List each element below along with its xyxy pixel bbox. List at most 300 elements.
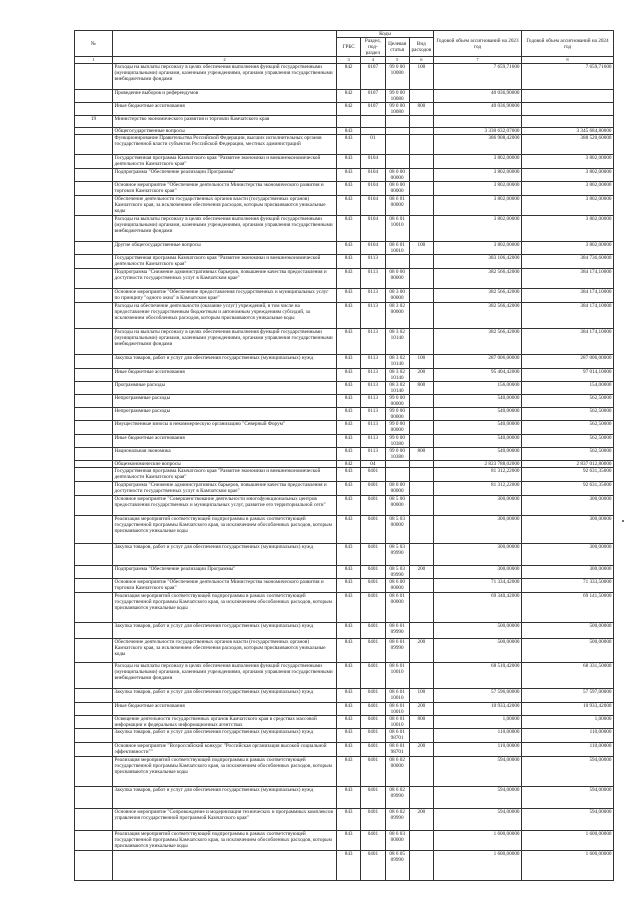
col-index: 1 <box>75 57 113 64</box>
row-razdel-cell: 0107 <box>361 103 385 116</box>
row-number-cell <box>75 566 113 579</box>
col-header-2023: Годовой объем ассигнований на 2023 год <box>434 31 522 57</box>
row-2023-cell: 382 566,42000 <box>434 329 522 355</box>
row-vid-cell <box>409 135 433 155</box>
row-cs-cell: 08 3 02 10140 <box>385 355 409 369</box>
row-number-cell <box>75 435 113 448</box>
row-2024-cell: 1,00000 <box>522 716 614 729</box>
row-2024-cell <box>522 90 614 103</box>
row-grbs-cell: 843 <box>337 716 361 729</box>
row-2023-cell: 1 600,00000 <box>434 831 522 851</box>
row-2024-cell: 500,00000 <box>522 639 614 663</box>
row-cs-cell <box>385 461 409 468</box>
row-cs-cell: 08 6 02 09990 <box>385 787 409 809</box>
row-grbs-cell: 843 <box>337 689 361 703</box>
table-row <box>75 435 614 448</box>
row-number-cell <box>75 90 113 103</box>
table-row <box>75 516 614 544</box>
row-2023-cell: 3 802,00000 <box>434 242 522 255</box>
row-razdel-cell: 0104 <box>361 216 385 242</box>
row-number-cell <box>75 496 113 516</box>
row-vid-cell <box>409 831 433 851</box>
row-2024-cell: 10 933,42000 <box>522 703 614 716</box>
row-razdel-cell: 0113 <box>361 329 385 355</box>
row-2023-cell: 71 334,42000 <box>434 579 522 593</box>
row-grbs-cell: 843 <box>337 382 361 395</box>
row-grbs-cell: 843 <box>337 216 361 242</box>
row-grbs-cell: 843 <box>337 639 361 663</box>
row-razdel-cell <box>361 128 385 135</box>
row-name-cell: Программные расходы <box>113 382 337 395</box>
row-number-cell <box>75 329 113 355</box>
row-cs-cell: 08 6 05 09990 <box>385 851 409 881</box>
row-razdel-cell: 0401 <box>361 468 385 482</box>
row-2024-cell: 68 331,50000 <box>522 663 614 689</box>
row-name-cell: Закупка товаров, работ и услуг для обеспечения государственных (муниципальных) нужд <box>113 544 337 566</box>
row-2024-cell <box>522 103 614 116</box>
row-number-cell <box>75 703 113 716</box>
table-row <box>75 716 614 729</box>
row-2023-cell: 540,00000 <box>434 395 522 408</box>
row-2023-cell: 69 340,42000 <box>434 593 522 623</box>
row-cs-cell: 08 6 01 10010 <box>385 703 409 716</box>
row-name-cell: Проведение выборов и референдумов <box>113 90 337 103</box>
row-number-cell <box>75 303 113 329</box>
row-2023-cell: 110,00000 <box>434 729 522 743</box>
row-cs-cell <box>385 128 409 135</box>
row-razdel-cell: 0113 <box>361 435 385 448</box>
row-2024-cell: 97 014,10000 <box>522 369 614 382</box>
row-razdel-cell: 0401 <box>361 544 385 566</box>
row-2024-cell: 562,50000 <box>522 421 614 435</box>
row-number-cell <box>75 369 113 382</box>
row-name-cell: Реализация мероприятий соответствующей подпрограммы в рамках соответствующей государственной программы Камчатского края, за исключением обособленных расходов, которым присваиваются уникальные коды <box>113 516 337 544</box>
budget-table <box>74 30 614 881</box>
row-2023-cell: 3 330 632,07000 <box>434 128 522 135</box>
row-name-cell: Другие общегосударственные вопросы <box>113 242 337 255</box>
row-name-cell: Общегосударственные вопросы <box>113 128 337 135</box>
row-razdel-cell: 04 <box>361 461 385 468</box>
row-cs-cell: 08 3 02 10140 <box>385 382 409 395</box>
row-razdel-cell: 0401 <box>361 743 385 757</box>
table-row <box>75 787 614 809</box>
row-cs-cell: 99 0 00 10080 <box>385 64 409 90</box>
row-2024-cell: 57 597,00000 <box>522 689 614 703</box>
row-razdel-cell: 0401 <box>361 593 385 623</box>
table-row <box>75 116 614 128</box>
row-name-cell: Реализация мероприятий соответствующей подпрограммы в рамках соответствующей государственной программы Камчатского края, за исключением обособленных расходов, которым присваиваются уникальные коды <box>113 831 337 851</box>
row-razdel-cell: 0113 <box>361 255 385 269</box>
row-vid-cell <box>409 663 433 689</box>
row-number-cell <box>75 395 113 408</box>
row-number-cell <box>75 544 113 566</box>
table-row <box>75 369 614 382</box>
row-grbs-cell: 842 <box>337 461 361 468</box>
table-row <box>75 408 614 421</box>
row-grbs-cell: 843 <box>337 329 361 355</box>
row-razdel-cell: 0113 <box>361 369 385 382</box>
col-index: 3 <box>337 57 361 64</box>
row-name-cell: Общеэкономические вопросы <box>113 461 337 468</box>
row-name-cell: Основное мероприятие "Всероссийский конкурс "Российская организация высокой социальной эффективности"" <box>113 743 337 757</box>
row-2024-cell: 384 174,10000 <box>522 329 614 355</box>
row-2024-cell: 384 174,10000 <box>522 269 614 289</box>
row-vid-cell <box>409 255 433 269</box>
row-grbs-cell: 843 <box>337 516 361 544</box>
table-row <box>75 496 614 516</box>
table-row <box>75 468 614 482</box>
row-number-cell <box>75 128 113 135</box>
row-number-cell <box>75 169 113 182</box>
row-2024-cell: 594,00000 <box>522 787 614 809</box>
row-razdel-cell: 0401 <box>361 579 385 593</box>
table-row <box>75 135 614 155</box>
row-name-cell: Расходы на выплаты персоналу в целях обеспечения выполнения функций государственными (муниципальными) органами, казенными учреждениями, органами управления государственными внебюджетными фондами <box>113 329 337 355</box>
col-index: 6 <box>409 57 433 64</box>
row-razdel-cell: 0401 <box>361 496 385 516</box>
row-vid-cell <box>409 196 433 216</box>
row-2023-cell: 40 036,90000 <box>434 103 522 116</box>
row-2023-cell: 594,00000 <box>434 787 522 809</box>
row-grbs-cell: 843 <box>337 809 361 831</box>
row-vid-cell: 200 <box>409 639 433 663</box>
row-razdel-cell: 0107 <box>361 64 385 90</box>
row-cs-cell <box>385 155 409 169</box>
row-2024-cell: 69 141,50000 <box>522 593 614 623</box>
row-vid-cell <box>409 421 433 435</box>
row-grbs-cell: 843 <box>337 303 361 329</box>
row-razdel-cell: 0401 <box>361 851 385 881</box>
row-cs-cell: 99 0 00 10080 <box>385 103 409 116</box>
row-vid-cell <box>409 216 433 242</box>
row-cs-cell: 08 6 01 10010 <box>385 716 409 729</box>
row-razdel-cell: 0107 <box>361 90 385 103</box>
row-2024-cell: 1 600,00000 <box>522 831 614 851</box>
col-index: 4 <box>361 57 385 64</box>
row-cs-cell: 08 6 00 00000 <box>385 182 409 196</box>
row-cs-cell: 08 5 03 09990 <box>385 566 409 579</box>
row-cs-cell: 08 6 02 09990 <box>385 809 409 831</box>
row-2023-cell: 7 659,71600 <box>434 64 522 90</box>
row-number-cell <box>75 468 113 482</box>
table-row <box>75 639 614 663</box>
row-razdel-cell: 0113 <box>361 355 385 369</box>
table-row <box>75 703 614 716</box>
row-razdel-cell: 0401 <box>361 787 385 809</box>
margin-dot <box>622 520 624 522</box>
row-name-cell: Государственная программа Камчатского края "Развитие экономики и внешнеэкономической деятельности Камчатского края" <box>113 468 337 482</box>
row-2023-cell: 300,00000 <box>434 566 522 579</box>
row-grbs-cell <box>337 116 361 128</box>
row-2024-cell: 384 174,10000 <box>522 303 614 329</box>
row-2023-cell: 40 036,90000 <box>434 90 522 103</box>
row-2024-cell: 110,00000 <box>522 743 614 757</box>
row-razdel-cell: 0401 <box>361 831 385 851</box>
row-razdel-cell: 0401 <box>361 516 385 544</box>
row-razdel-cell: 01 <box>361 135 385 155</box>
row-razdel-cell: 0401 <box>361 623 385 639</box>
row-vid-cell <box>409 269 433 289</box>
row-2023-cell: 2 823 788,02000 <box>434 461 522 468</box>
row-cs-cell: 08 5 03 00000 <box>385 516 409 544</box>
row-2023-cell: 594,00000 <box>434 809 522 831</box>
row-2024-cell: 3 802,00000 <box>522 182 614 196</box>
row-name-cell: Расходы на выплаты персоналу в целях обеспечения выполнения функций государственными (муниципальными) органами, казенными учреждениями, органами управления государственными внебюджетными фондами <box>113 663 337 689</box>
row-cs-cell: 99 0 00 00000 <box>385 395 409 408</box>
row-2023-cell: 300,00000 <box>434 544 522 566</box>
row-2024-cell: 3 802,00000 <box>522 216 614 242</box>
row-number-cell <box>75 182 113 196</box>
row-grbs-cell: 843 <box>337 355 361 369</box>
row-number-cell <box>75 64 113 90</box>
row-cs-cell: 08 3 02 00000 <box>385 303 409 329</box>
row-2024-cell: 300,00000 <box>522 516 614 544</box>
row-cs-cell: 08 6 01 00000 <box>385 196 409 216</box>
row-name-cell: Иные бюджетные ассигнования <box>113 103 337 116</box>
row-name-cell: Закупка товаров, работ и услуг для обеспечения государственных (муниципальных) нужд <box>113 623 337 639</box>
row-number-cell <box>75 729 113 743</box>
row-cs-cell: 08 5 03 09990 <box>385 544 409 566</box>
row-vid-cell: 200 <box>409 566 433 579</box>
row-razdel-cell: 0401 <box>361 757 385 787</box>
col-index: 5 <box>385 57 409 64</box>
row-vid-cell <box>409 116 433 128</box>
row-number-cell <box>75 851 113 881</box>
row-2024-cell: 562,50000 <box>522 395 614 408</box>
row-razdel-cell <box>361 116 385 128</box>
row-2024-cell: 110,00000 <box>522 729 614 743</box>
row-razdel-cell: 0401 <box>361 689 385 703</box>
row-number-cell <box>75 155 113 169</box>
row-2024-cell: 3 802,00000 <box>522 169 614 182</box>
row-razdel-cell: 0113 <box>361 303 385 329</box>
row-2024-cell: 384 736,60000 <box>522 255 614 269</box>
row-number-cell <box>75 482 113 496</box>
row-2023-cell: 3 802,00000 <box>434 169 522 182</box>
row-grbs-cell: 843 <box>337 408 361 421</box>
row-razdel-cell: 0104 <box>361 242 385 255</box>
row-number-cell <box>75 787 113 809</box>
row-cs-cell: 08 3 02 10140 <box>385 329 409 355</box>
row-2023-cell: 3 802,00000 <box>434 196 522 216</box>
row-razdel-cell: 0113 <box>361 289 385 303</box>
row-number-cell <box>75 448 113 461</box>
row-grbs-cell: 843 <box>337 851 361 881</box>
row-2024-cell: 562,50000 <box>522 448 614 461</box>
row-number-cell <box>75 255 113 269</box>
table-row <box>75 395 614 408</box>
row-name-cell: Расходы на выплаты персоналу в целях обеспечения выполнения функций государственными (муниципальными) органами, казенными учреждениями, органами управления государственными внебюджетными фондами <box>113 64 337 90</box>
row-name-cell: Закупка товаров, работ и услуг для обеспечения государственных (муниципальных) нужд <box>113 787 337 809</box>
row-grbs-cell: 843 <box>337 269 361 289</box>
col-header-cs: Целевая статья <box>385 38 409 57</box>
row-razdel-cell: 0401 <box>361 729 385 743</box>
row-grbs-cell: 843 <box>337 242 361 255</box>
row-razdel-cell: 0113 <box>361 395 385 408</box>
row-number-cell <box>75 355 113 369</box>
row-2023-cell: 68 510,42000 <box>434 663 522 689</box>
row-2023-cell: 300,00000 <box>434 496 522 516</box>
row-2024-cell: 2 837 012,80000 <box>522 461 614 468</box>
row-grbs-cell: 843 <box>337 435 361 448</box>
row-name-cell: Закупка товаров, работ и услуг для обеспечения государственных (муниципальных) нужд <box>113 355 337 369</box>
table-row <box>75 242 614 255</box>
row-vid-cell: 800 <box>409 448 433 461</box>
row-vid-cell <box>409 329 433 355</box>
row-grbs-cell: 843 <box>337 544 361 566</box>
row-name-cell: Основное мероприятие "Обеспечение предоставления государственных и муниципальных услуг по принципу "одного окна" в Камчатском крае" <box>113 289 337 303</box>
row-cs-cell: 99 0 00 00000 <box>385 421 409 435</box>
row-2024-cell: 3 345 684,80000 <box>522 128 614 135</box>
row-vid-cell: 200 <box>409 369 433 382</box>
row-2023-cell: 81 312,22000 <box>434 468 522 482</box>
row-grbs-cell: 843 <box>337 421 361 435</box>
row-vid-cell: 200 <box>409 703 433 716</box>
row-cs-cell: 08 6 01 10010 <box>385 216 409 242</box>
table-row <box>75 128 614 135</box>
table-row <box>75 851 614 881</box>
table-row <box>75 90 614 103</box>
row-2023-cell: 382 566,42000 <box>434 289 522 303</box>
table-row <box>75 155 614 169</box>
row-number-cell <box>75 716 113 729</box>
row-cs-cell: 08 6 00 00000 <box>385 579 409 593</box>
row-vid-cell <box>409 408 433 421</box>
row-razdel-cell: 0113 <box>361 448 385 461</box>
table-row <box>75 216 614 242</box>
row-number-cell <box>75 196 113 216</box>
row-number-cell <box>75 135 113 155</box>
table-row <box>75 566 614 579</box>
row-grbs-cell: 843 <box>337 831 361 851</box>
row-vid-cell: 100 <box>409 689 433 703</box>
row-name-cell: Основное мероприятие "Совершенствование деятельности многофункциональных центров предоставления государственных и муниципальных услуг, развитие его территориальной сети" <box>113 496 337 516</box>
table-row <box>75 255 614 269</box>
table-row <box>75 579 614 593</box>
row-2024-cell: 287 006,00000 <box>522 355 614 369</box>
row-2024-cell: 500,00000 <box>522 623 614 639</box>
row-cs-cell: 99 0 00 10080 <box>385 90 409 103</box>
table-row <box>75 743 614 757</box>
row-vid-cell <box>409 593 433 623</box>
row-name-cell: Иные бюджетные ассигнования <box>113 703 337 716</box>
row-name-cell: Подпрограмма "Обеспечение реализации Программы" <box>113 169 337 182</box>
row-2024-cell <box>522 116 614 128</box>
row-2023-cell: 386 908,42000 <box>434 135 522 155</box>
row-number-cell <box>75 831 113 851</box>
row-2023-cell: 81 312,22000 <box>434 482 522 496</box>
table-row <box>75 689 614 703</box>
row-cs-cell: 08 6 01 00000 <box>385 593 409 623</box>
row-cs-cell: 08 6 01 98701 <box>385 729 409 743</box>
row-grbs-cell: 843 <box>337 395 361 408</box>
row-name-cell: Расходы на обеспечение деятельности (оказание услуг) учреждений, в том числе на предоставление государственным бюджетным и автономным учреждениям субсидий, за исключением обособленных расходов, которым присваиваются уникальные коды <box>113 303 337 329</box>
col-header-razdel: Раздел, под-раздел <box>361 38 385 57</box>
row-number-cell <box>75 639 113 663</box>
row-razdel-cell: 0113 <box>361 421 385 435</box>
row-number-cell <box>75 593 113 623</box>
row-2023-cell: 300,00000 <box>434 516 522 544</box>
col-header-name <box>113 31 337 57</box>
table-row <box>75 103 614 116</box>
row-name-cell: Подпрограмма "Обеспечение реализации Программы" <box>113 566 337 579</box>
row-name-cell: Подпрограмма "Снижение административных барьеров, повышение качества предоставления и доступности государственных услуг в Камчатском крае" <box>113 482 337 496</box>
row-number-cell <box>75 516 113 544</box>
row-grbs-cell: 843 <box>337 482 361 496</box>
row-grbs-cell: 843 <box>337 593 361 623</box>
row-grbs-cell: 843 <box>337 255 361 269</box>
row-grbs-cell: 843 <box>337 623 361 639</box>
row-razdel-cell: 0113 <box>361 269 385 289</box>
table-row <box>75 196 614 216</box>
row-name-cell: Основное мероприятие "Обеспечение деятельности Министерства экономического развития и торговли Камчатского края" <box>113 182 337 196</box>
table-row <box>75 593 614 623</box>
row-grbs-cell: 843 <box>337 289 361 303</box>
table-row <box>75 461 614 468</box>
row-number-cell <box>75 623 113 639</box>
row-vid-cell <box>409 395 433 408</box>
row-grbs-cell: 843 <box>337 155 361 169</box>
row-name-cell: Государственная программа Камчатского края "Развитие экономики и внешнеэкономической деятельности Камчатского края" <box>113 255 337 269</box>
row-cs-cell: 99 0 00 10380 <box>385 448 409 461</box>
table-row <box>75 448 614 461</box>
row-razdel-cell: 0401 <box>361 482 385 496</box>
row-cs-cell: 08 6 01 10010 <box>385 663 409 689</box>
row-2023-cell: 540,00000 <box>434 421 522 435</box>
col-header-2024: Годовой объем ассигнований на 2024 год <box>522 31 614 57</box>
table-row <box>75 64 614 90</box>
table-row <box>75 544 614 566</box>
row-number-cell <box>75 421 113 435</box>
row-2024-cell: 562,50000 <box>522 435 614 448</box>
row-vid-cell <box>409 729 433 743</box>
col-index: 7 <box>434 57 522 64</box>
table-row <box>75 182 614 196</box>
row-2023-cell: 3 802,00000 <box>434 216 522 242</box>
column-index-row <box>75 57 614 64</box>
row-grbs-cell: 843 <box>337 703 361 716</box>
row-vid-cell: 800 <box>409 716 433 729</box>
row-vid-cell: 200 <box>409 809 433 831</box>
row-vid-cell <box>409 787 433 809</box>
row-razdel-cell: 0113 <box>361 408 385 421</box>
row-grbs-cell: 843 <box>337 196 361 216</box>
table-header <box>75 31 614 64</box>
table-row <box>75 289 614 303</box>
table-row <box>75 623 614 639</box>
row-number-cell <box>75 663 113 689</box>
row-2024-cell: 3 802,00000 <box>522 196 614 216</box>
table-row <box>75 663 614 689</box>
row-grbs-cell: 842 <box>337 103 361 116</box>
row-vid-cell <box>409 289 433 303</box>
row-cs-cell: 99 0 00 10380 <box>385 435 409 448</box>
row-2023-cell: 540,00000 <box>434 435 522 448</box>
row-cs-cell: 08 6 01 09990 <box>385 623 409 639</box>
row-2024-cell: 3 802,00000 <box>522 155 614 169</box>
row-cs-cell: 08 6 01 98701 <box>385 743 409 757</box>
table-row <box>75 329 614 355</box>
row-2024-cell: 71 333,50000 <box>522 579 614 593</box>
row-2024-cell: 594,00000 <box>522 809 614 831</box>
row-grbs-cell: 843 <box>337 182 361 196</box>
row-cs-cell: 08 0 00 00000 <box>385 169 409 182</box>
row-2024-cell: 594,00000 <box>522 757 614 787</box>
row-grbs-cell: 842 <box>337 64 361 90</box>
row-name-cell <box>113 851 337 881</box>
row-cs-cell: 08 3 02 10140 <box>385 369 409 382</box>
row-2023-cell: 3 802,00000 <box>434 155 522 169</box>
